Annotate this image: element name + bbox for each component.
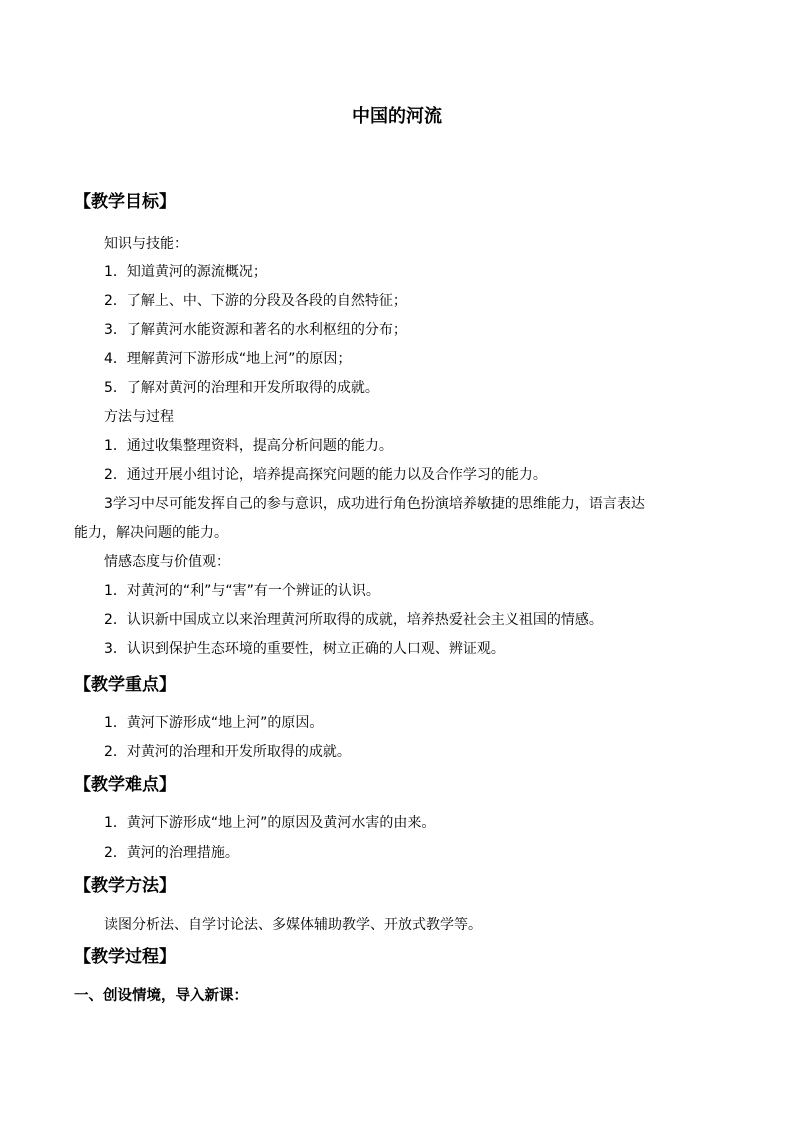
emotion-item-2: 2．认识新中国成立以来治理黄河所取得的成就，培养热爱社会主义祖国的情感。 <box>104 612 603 628</box>
method-item-2: 2．通过开展小组讨论，培养提高探究问题的能力以及合作学习的能力。 <box>104 467 547 483</box>
heading-difficulties: 【教学难点】 <box>74 775 176 795</box>
knowledge-item-3: 3．了解黄河水能资源和著名的水利枢纽的分布； <box>104 322 407 338</box>
document-title: 中国的河流 <box>352 106 442 127</box>
key-point-item-2: 2．对黄河的治理和开发所取得的成就。 <box>104 744 351 760</box>
heading-teaching-methods: 【教学方法】 <box>74 876 176 896</box>
knowledge-label: 知识与技能： <box>104 236 188 252</box>
knowledge-item-4: 4．理解黄河下游形成“地上河”的原因； <box>104 351 352 367</box>
difficulty-item-2: 2．黄河的治理措施。 <box>104 845 239 861</box>
emotion-label: 情感态度与价值观： <box>104 554 230 570</box>
method-item-3-line-1: 3学习中尽可能发挥自己的参与意识，成功进行角色扮演培养敏捷的思维能力，语言表达 <box>104 496 645 512</box>
difficulty-item-1: 1．黄河下游形成“地上河”的原因及黄河水害的由来。 <box>104 815 436 831</box>
method-item-3-line-2: 能力，解决问题的能力。 <box>74 525 228 541</box>
heading-teaching-goals: 【教学目标】 <box>74 192 176 212</box>
teaching-methods-text: 读图分析法、自学讨论法、多媒体辅助教学、开放式教学等。 <box>104 917 482 933</box>
method-label: 方法与过程 <box>104 409 174 425</box>
key-point-item-1: 1．黄河下游形成“地上河”的原因。 <box>104 715 324 731</box>
process-subheading-1: 一、创设情境，导入新课： <box>74 988 248 1004</box>
method-item-1: 1．通过收集整理资料，提高分析问题的能力。 <box>104 438 393 454</box>
knowledge-item-2: 2．了解上、中、下游的分段及各段的自然特征； <box>104 293 407 309</box>
knowledge-item-5: 5．了解对黄河的治理和开发所取得的成就。 <box>104 380 379 396</box>
heading-teaching-process: 【教学过程】 <box>74 947 176 967</box>
emotion-item-1: 1．对黄河的“利”与“害”有一个辨证的认识。 <box>104 583 380 599</box>
heading-key-points: 【教学重点】 <box>74 675 176 695</box>
emotion-item-3: 3．认识到保护生态环境的重要性，树立正确的人口观、辨证观。 <box>104 641 505 657</box>
knowledge-item-1: 1．知道黄河的源流概况； <box>104 264 267 280</box>
